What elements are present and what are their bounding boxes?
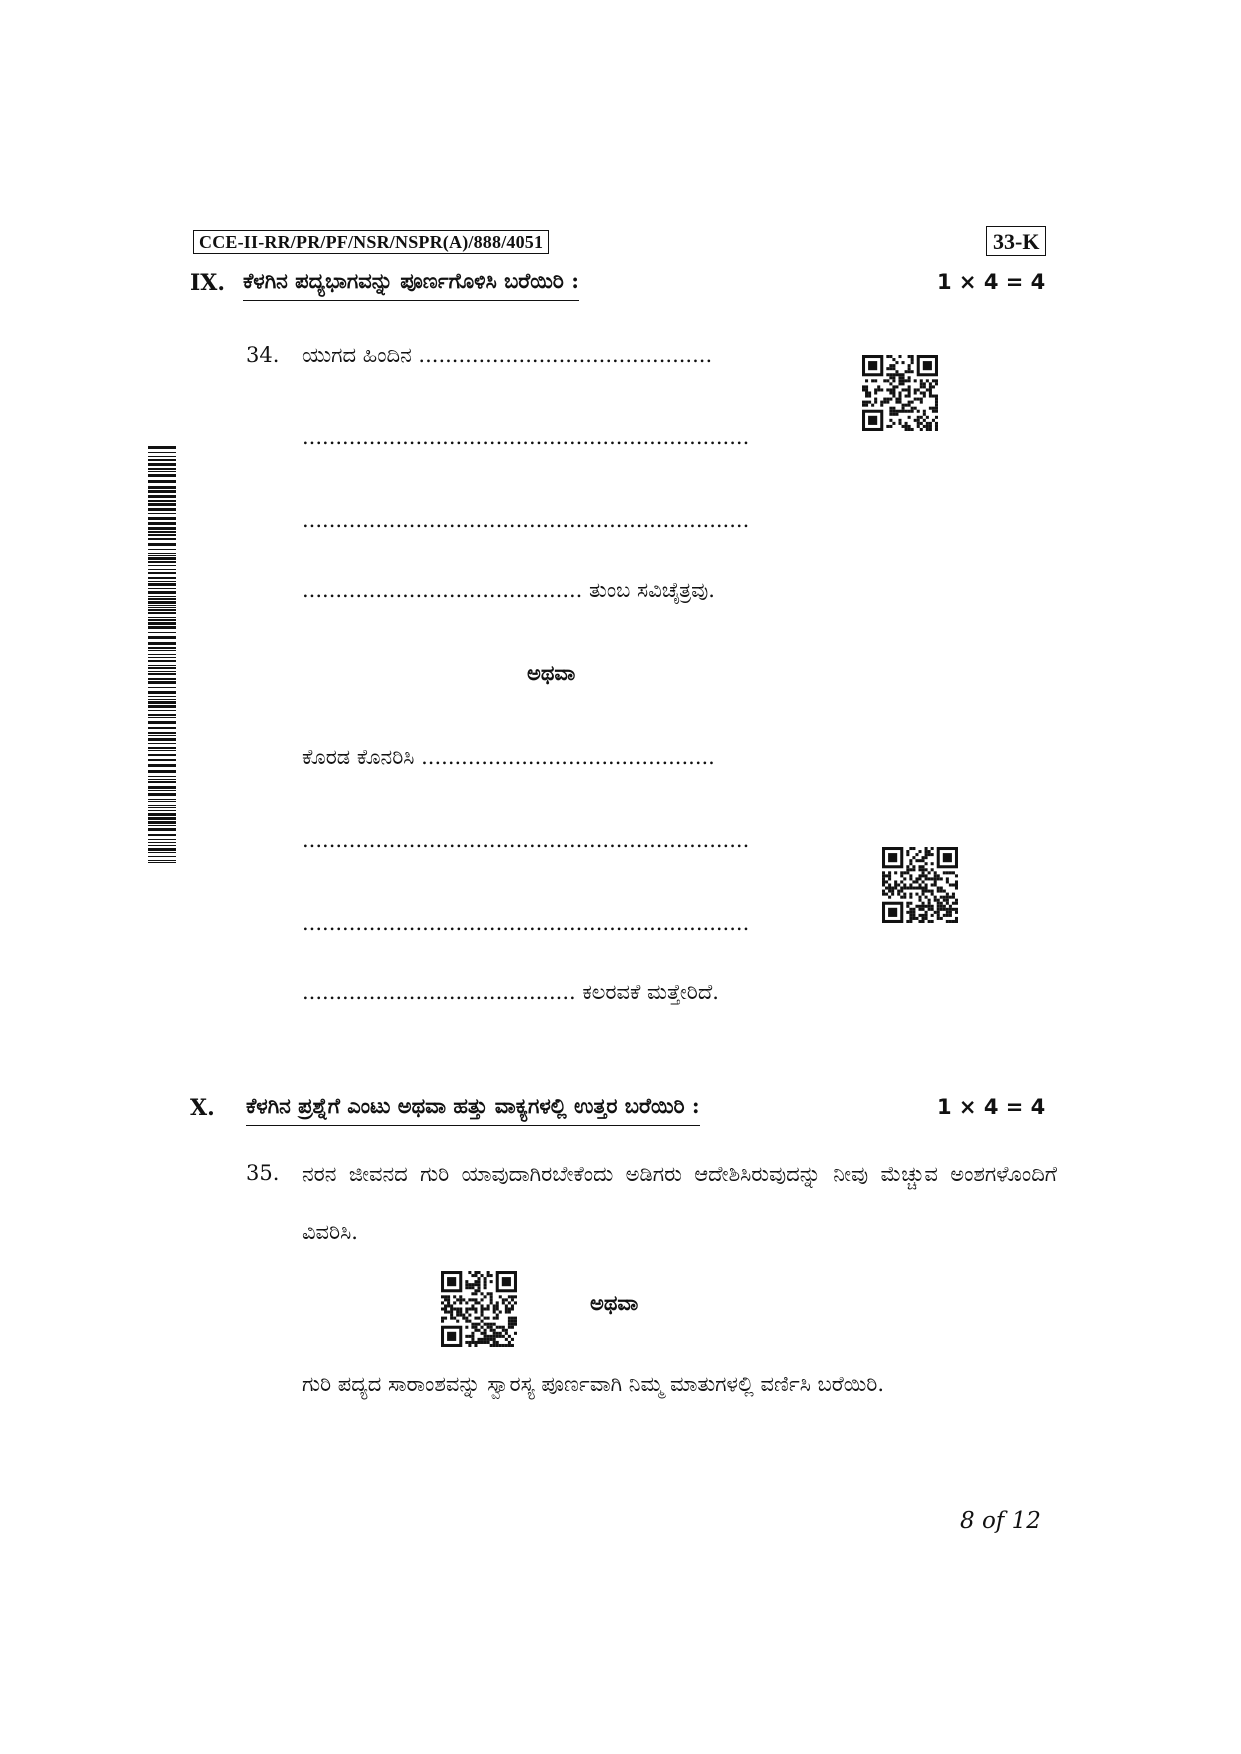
- qr-code-image: [882, 847, 958, 923]
- version-code: 33-K: [986, 226, 1046, 256]
- section-ix-marks: 1 × 4 = 4: [937, 270, 1046, 294]
- q35-or-label: ಅಥವಾ: [590, 1290, 639, 1315]
- question-35-alt-text: ಗುರಿ ಪದ್ಯದ ಸಾರಾಂಶವನ್ನು ಸ್ವಾರಸ್ಯ ಪೂರ್ಣವಾಗಿ ನಿಮ್ಮ ಮಾತುಗಳಲ್ಲಿ ವರ್ಣಿಸಿ ಬರೆಯಿರಿ.: [302, 1372, 885, 1396]
- section-x-marks: 1 × 4 = 4: [937, 1095, 1046, 1119]
- question-35-number: 35.: [246, 1161, 280, 1185]
- section-ix-number: IX.: [190, 270, 226, 296]
- qr-code-image: [862, 355, 938, 431]
- paper-code: CCE-II-RR/PR/PF/NSR/NSPR(A)/888/4051: [193, 230, 549, 254]
- section-x-number: X.: [190, 1095, 215, 1121]
- q34-alt-line-3: ...................................................................: [302, 911, 750, 935]
- q34-line-4: .......................................... ತುಂಬ ಸವಿಚೈತ್ರವು.: [302, 578, 715, 602]
- q34-line-2: ...................................................................: [302, 425, 750, 449]
- question-34-number: 34.: [246, 343, 280, 367]
- q34-alt-line-2: ...................................................................: [302, 828, 750, 852]
- qr-code-image: [441, 1271, 517, 1347]
- q34-alt-line-4: ......................................... ಕಲರವಕೆ ಮತ್ತೇರಿದೆ.: [302, 980, 719, 1004]
- question-35-text: ನರನ ಜೀವನದ ಗುರಿ ಯಾವುದಾಗಿರಬೇಕೆಂದು ಅಡಿಗರು ಆದೇಶಿಸಿರುವುದನ್ನು ನೀವು ಮೆಚ್ಚುವ ಅಂಶಗಳೊಂದಿಗೆ ವಿವರಿಸಿ.: [302, 1162, 1057, 1244]
- barcode-image: [148, 446, 176, 866]
- page-number: 8 of 12: [960, 1508, 1041, 1534]
- q34-or-label: ಅಥವಾ: [527, 660, 576, 685]
- q34-alt-line-1: ಕೊರಡ ಕೊನರಿಸಿ ............................................: [302, 745, 715, 769]
- section-ix-title: ಕೆಳಗಿನ ಪದ್ಯಭಾಗವನ್ನು ಪೂರ್ಣಗೊಳಿಸಿ ಬರೆಯಿರಿ :: [243, 268, 579, 301]
- q34-line-1: ಯುಗದ ಹಿಂದಿನ ............................................: [302, 343, 713, 367]
- section-x-title: ಕೆಳಗಿನ ಪ್ರಶ್ನೆಗೆ ಎಂಟು ಅಥವಾ ಹತ್ತು ವಾಕ್ಯಗಳಲ್ಲಿ ಉತ್ತರ ಬರೆಯಿರಿ :: [246, 1093, 700, 1126]
- q34-line-3: ...................................................................: [302, 508, 750, 532]
